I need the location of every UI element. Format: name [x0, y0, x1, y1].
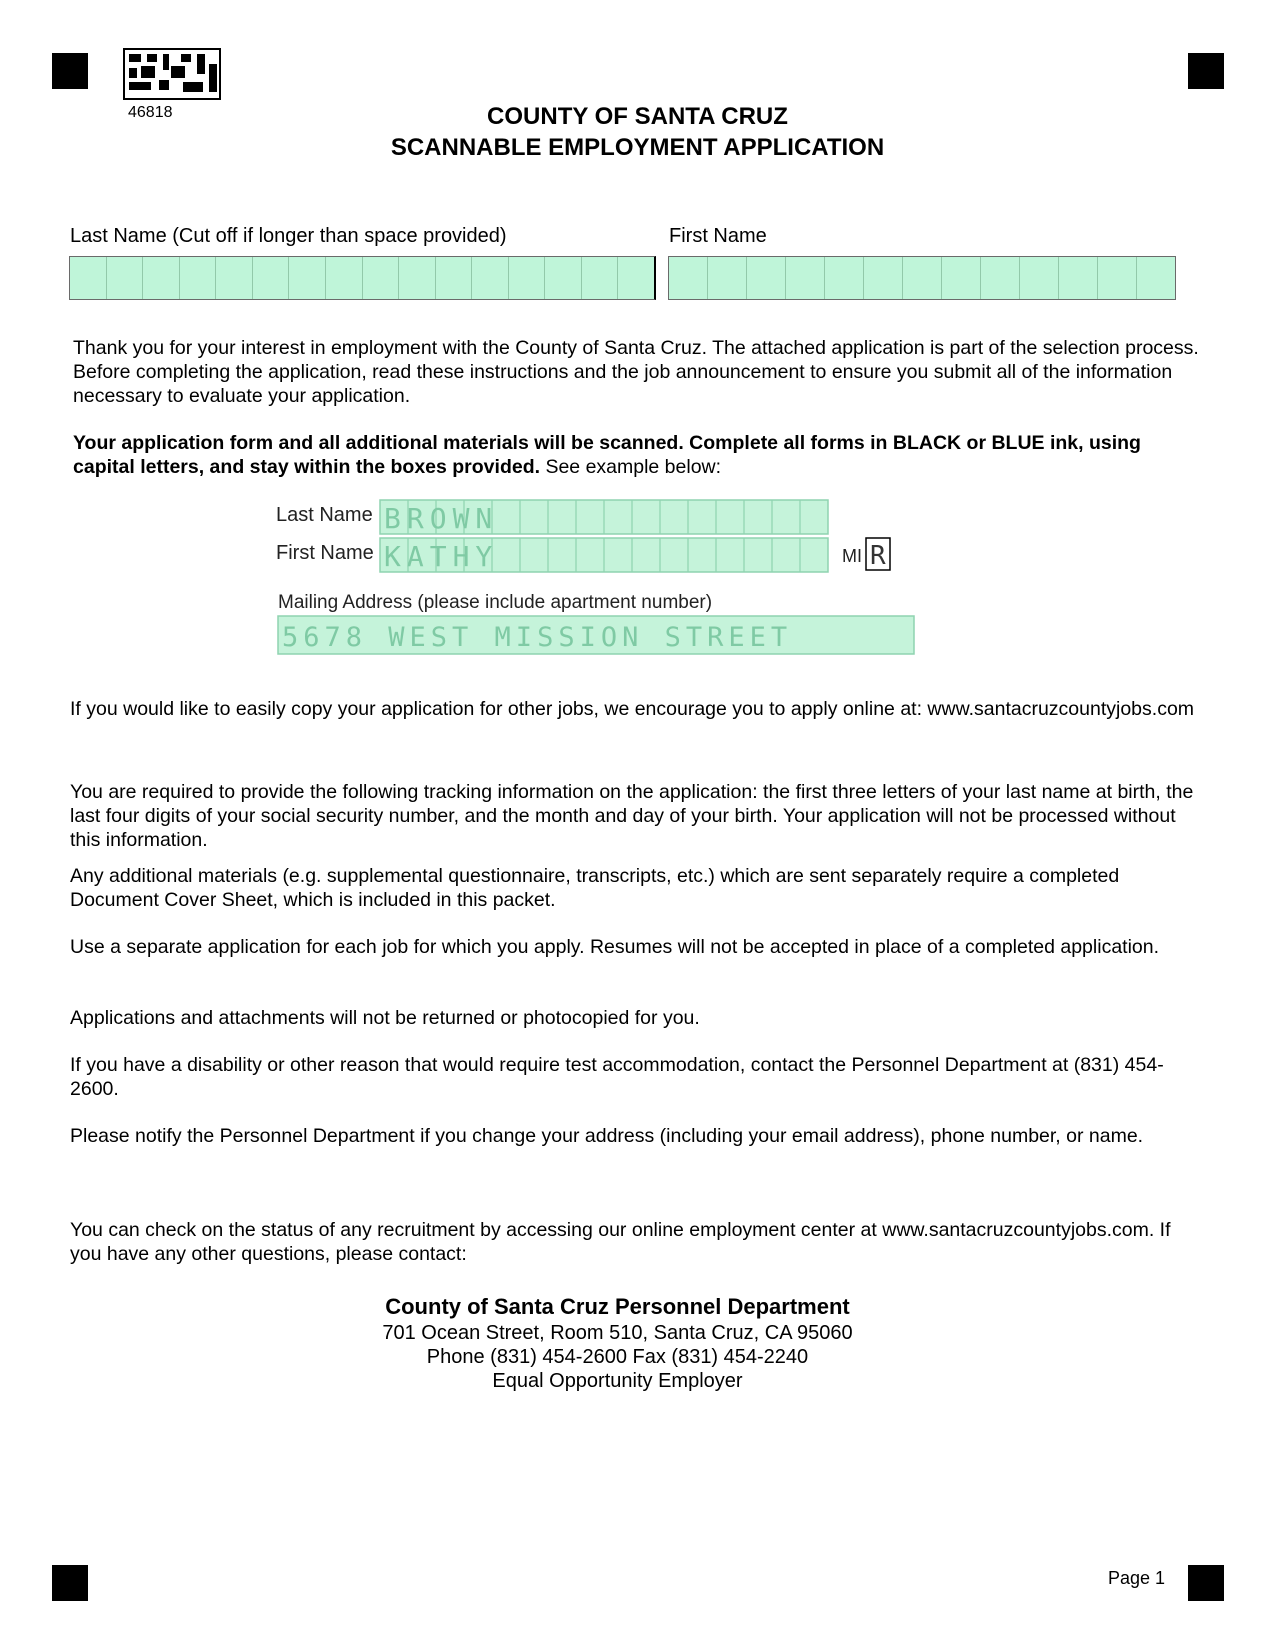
scanning-instructions-suffix: See example below:	[540, 456, 722, 478]
first-name-label: First Name	[669, 225, 767, 247]
title-line-2: SCANNABLE EMPLOYMENT APPLICATION	[390, 134, 885, 161]
disability-paragraph: If you have a disability or other reason that would require test accommodation, contact the Personnel Department at (831) 454-2600.	[70, 1054, 1164, 1100]
registration-mark-bottom-left	[52, 1565, 88, 1601]
example-filled-form	[276, 496, 926, 668]
tracking-info-paragraph: You are required to provide the following tracking information on the application: the first three letters of your last name at birth, the last four digits of your social security number, and the month and day of your birth. Your application will not be processed without this information.	[70, 781, 1194, 851]
contact-block	[0, 1293, 1235, 1393]
example-first-name-label: First Name	[276, 542, 374, 564]
last-name-input[interactable]	[69, 256, 656, 300]
registration-mark-top-right	[1188, 53, 1224, 89]
form-id-number: 46818	[128, 104, 173, 121]
contact-address: 701 Ocean Street, Room 510, Santa Cruz, CA 95060	[382, 1322, 853, 1344]
contact-phone: Phone (831) 454-2600 Fax (831) 454-2240	[426, 1346, 809, 1368]
example-mi-value: R	[870, 541, 886, 571]
intro-paragraph: Thank you for your interest in employment with the County of Santa Cruz. The attached application is part of the selection process. Before completing the application, read these instructions and the job announcement to ensure you submit all of the information necessary to evaluate your application.	[73, 337, 1199, 407]
scanning-instructions-bold: Your application form and all additional materials will be scanned. Complete all forms in BLACK or BLUE ink, using capital letters, and stay within the boxes provided.	[73, 432, 1141, 478]
example-mi-label: MI	[842, 546, 862, 566]
form-barcode	[123, 48, 221, 100]
page-title	[0, 101, 1275, 163]
apply-online-paragraph: If you would like to easily copy your application for other jobs, we encourage you to apply online at: www.santacruzcountyjobs.com	[70, 698, 1195, 720]
example-address-value: 5678 WEST MISSION STREET	[282, 622, 793, 653]
first-name-input[interactable]	[668, 256, 1176, 300]
title-line-1: COUNTY OF SANTA CRUZ	[487, 103, 788, 130]
registration-mark-bottom-right	[1188, 1565, 1224, 1601]
not-returned-paragraph: Applications and attachments will not be returned or photocopied for you.	[70, 1007, 700, 1029]
notify-changes-paragraph: Please notify the Personnel Department if you change your address (including your email address), phone number, or name.	[70, 1125, 1144, 1147]
additional-materials-paragraph: Any additional materials (e.g. supplemental questionnaire, transcripts, etc.) which are sent separately require a completed Document Cover Sheet, which is included in this packet.	[70, 865, 1120, 911]
contact-organization: County of Santa Cruz Personnel Department	[385, 1294, 850, 1319]
scanning-instructions	[73, 431, 1208, 479]
page-number: Page 1	[1108, 1568, 1166, 1588]
example-last-name-label: Last Name	[276, 504, 373, 526]
separate-application-paragraph: Use a separate application for each job for which you apply. Resumes will not be accepted in place of a completed application.	[70, 936, 1160, 958]
example-address-label: Mailing Address (please include apartment number)	[278, 592, 713, 613]
recruitment-status-paragraph: You can check on the status of any recruitment by accessing our online employment center at www.santacruzcountyjobs.com. If you have any other questions, please contact:	[70, 1219, 1171, 1265]
last-name-label: Last Name (Cut off if longer than space provided)	[70, 225, 507, 247]
contact-eoe: Equal Opportunity Employer	[492, 1370, 743, 1392]
example-first-name-value: KATHY	[384, 540, 499, 573]
registration-mark-top-left	[52, 53, 88, 89]
example-last-name-value: BROWN	[384, 502, 499, 535]
